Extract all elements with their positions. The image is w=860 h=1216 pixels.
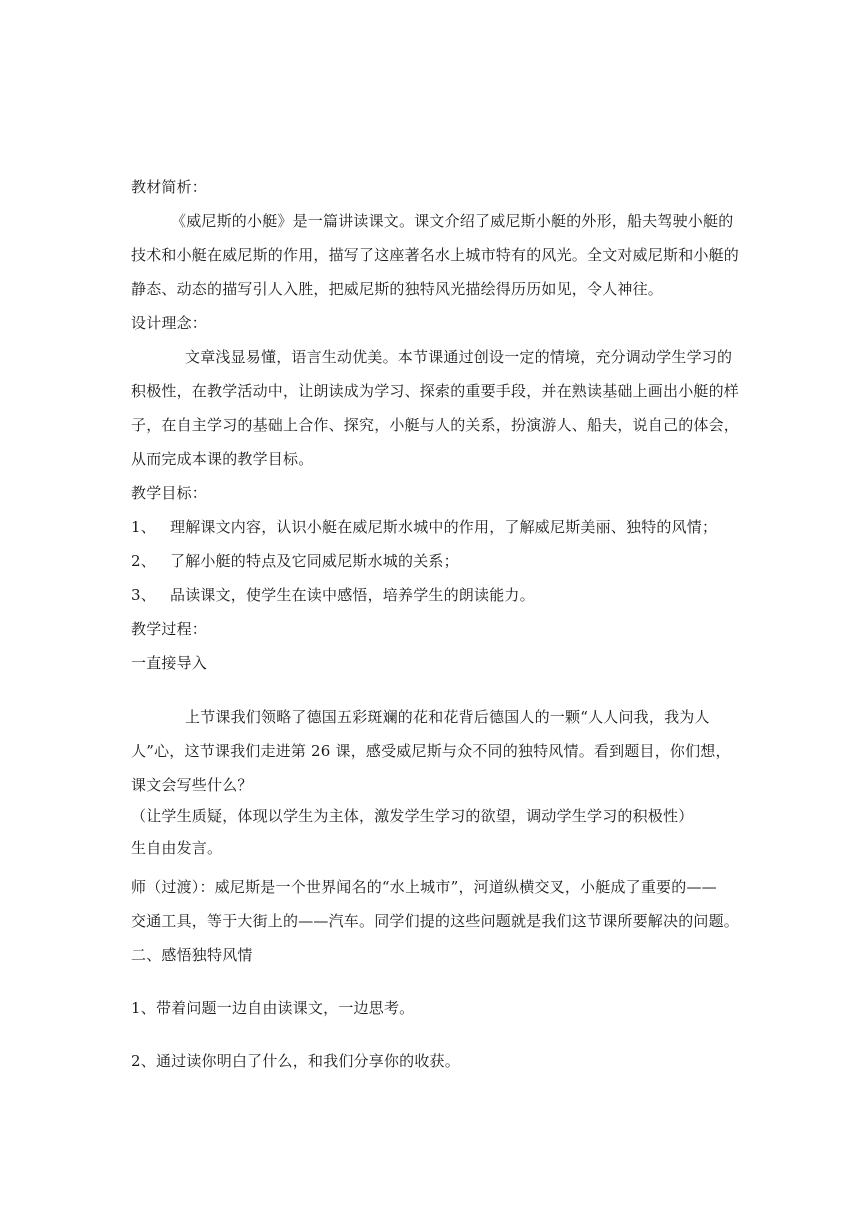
design-paragraph-line: 子，在自主学习的基础上合作、探究，小艇与人的关系，扮演游人、船夫，说自己的体会， [131, 416, 740, 434]
goal-text: 品读课文，使学生在读中感悟，培养学生的朗读能力。 [170, 586, 535, 604]
teacher-transition-line: 交通工具，等于大街上的——汽车。同学们提的这些问题就是我们这节课所要解决的问题。 [131, 912, 740, 930]
goal-number: 2、 [131, 552, 156, 570]
step-item: 1、带着问题一边自由读课文，一边思考。 [131, 999, 415, 1017]
design-paragraph-line: 从而完成本课的教学目标。 [131, 450, 314, 468]
step-heading: 一直接导入 [131, 654, 208, 672]
student-activity: 生自由发言。 [131, 839, 223, 857]
teacher-transition-line: 师（过渡）：威尼斯是一个世界闻名的“水上城市”，河道纵横交叉，小艇成了重要的—— [131, 878, 717, 896]
teaching-note: （让学生质疑，体现以学生为主体，激发学生学习的欲望，调动学生学习的积极性） [131, 807, 694, 825]
section-heading-process: 教学过程： [131, 620, 208, 638]
goal-number: 3、 [131, 586, 156, 604]
step-heading: 二、感悟独特风情 [131, 946, 253, 964]
intro-paragraph-line: 人”心，这节课我们走进第 26 课，感受威尼斯与众不同的独特风情。看到题目，你们想， [131, 742, 731, 760]
section-heading-goals: 教学目标： [131, 484, 208, 502]
goal-text: 了解小艇的特点及它同威尼斯水城的关系； [170, 552, 459, 570]
goal-number: 1、 [131, 518, 156, 536]
design-paragraph-line: 文章浅显易懂，语言生动优美。本节课通过创设一定的情境，充分调动学生学习的 [185, 348, 733, 366]
intro-paragraph-line: 上节课我们领略了德国五彩斑斓的花和花背后德国人的一颗“人人问我，我为人 [185, 708, 710, 726]
material-paragraph-line: 技术和小艇在威尼斯的作用，描写了这座著名水上城市特有的风光。全文对威尼斯和小艇的 [131, 246, 740, 264]
intro-paragraph-line: 课文会写些什么？ [131, 776, 253, 794]
material-paragraph-line: 静态、动态的描写引人入胜，把威尼斯的独特风光描绘得历历如见，令人神往。 [131, 280, 664, 298]
goal-text: 理解课文内容，认识小艇在威尼斯水城中的作用，了解威尼斯美丽、独特的风情； [170, 518, 718, 536]
material-paragraph-line: 《威尼斯的小艇》是一篇讲读课文。课文介绍了威尼斯小艇的外形，船夫驾驶小艇的 [171, 212, 734, 230]
section-heading-material: 教材简析： [131, 178, 208, 196]
design-paragraph-line: 积极性，在教学活动中，让朗读成为学习、探索的重要手段，并在熟读基础上画出小艇的样 [131, 382, 740, 400]
section-heading-design: 设计理念： [131, 314, 208, 332]
step-item: 2、通过读你明白了什么，和我们分享你的收获。 [131, 1052, 460, 1070]
